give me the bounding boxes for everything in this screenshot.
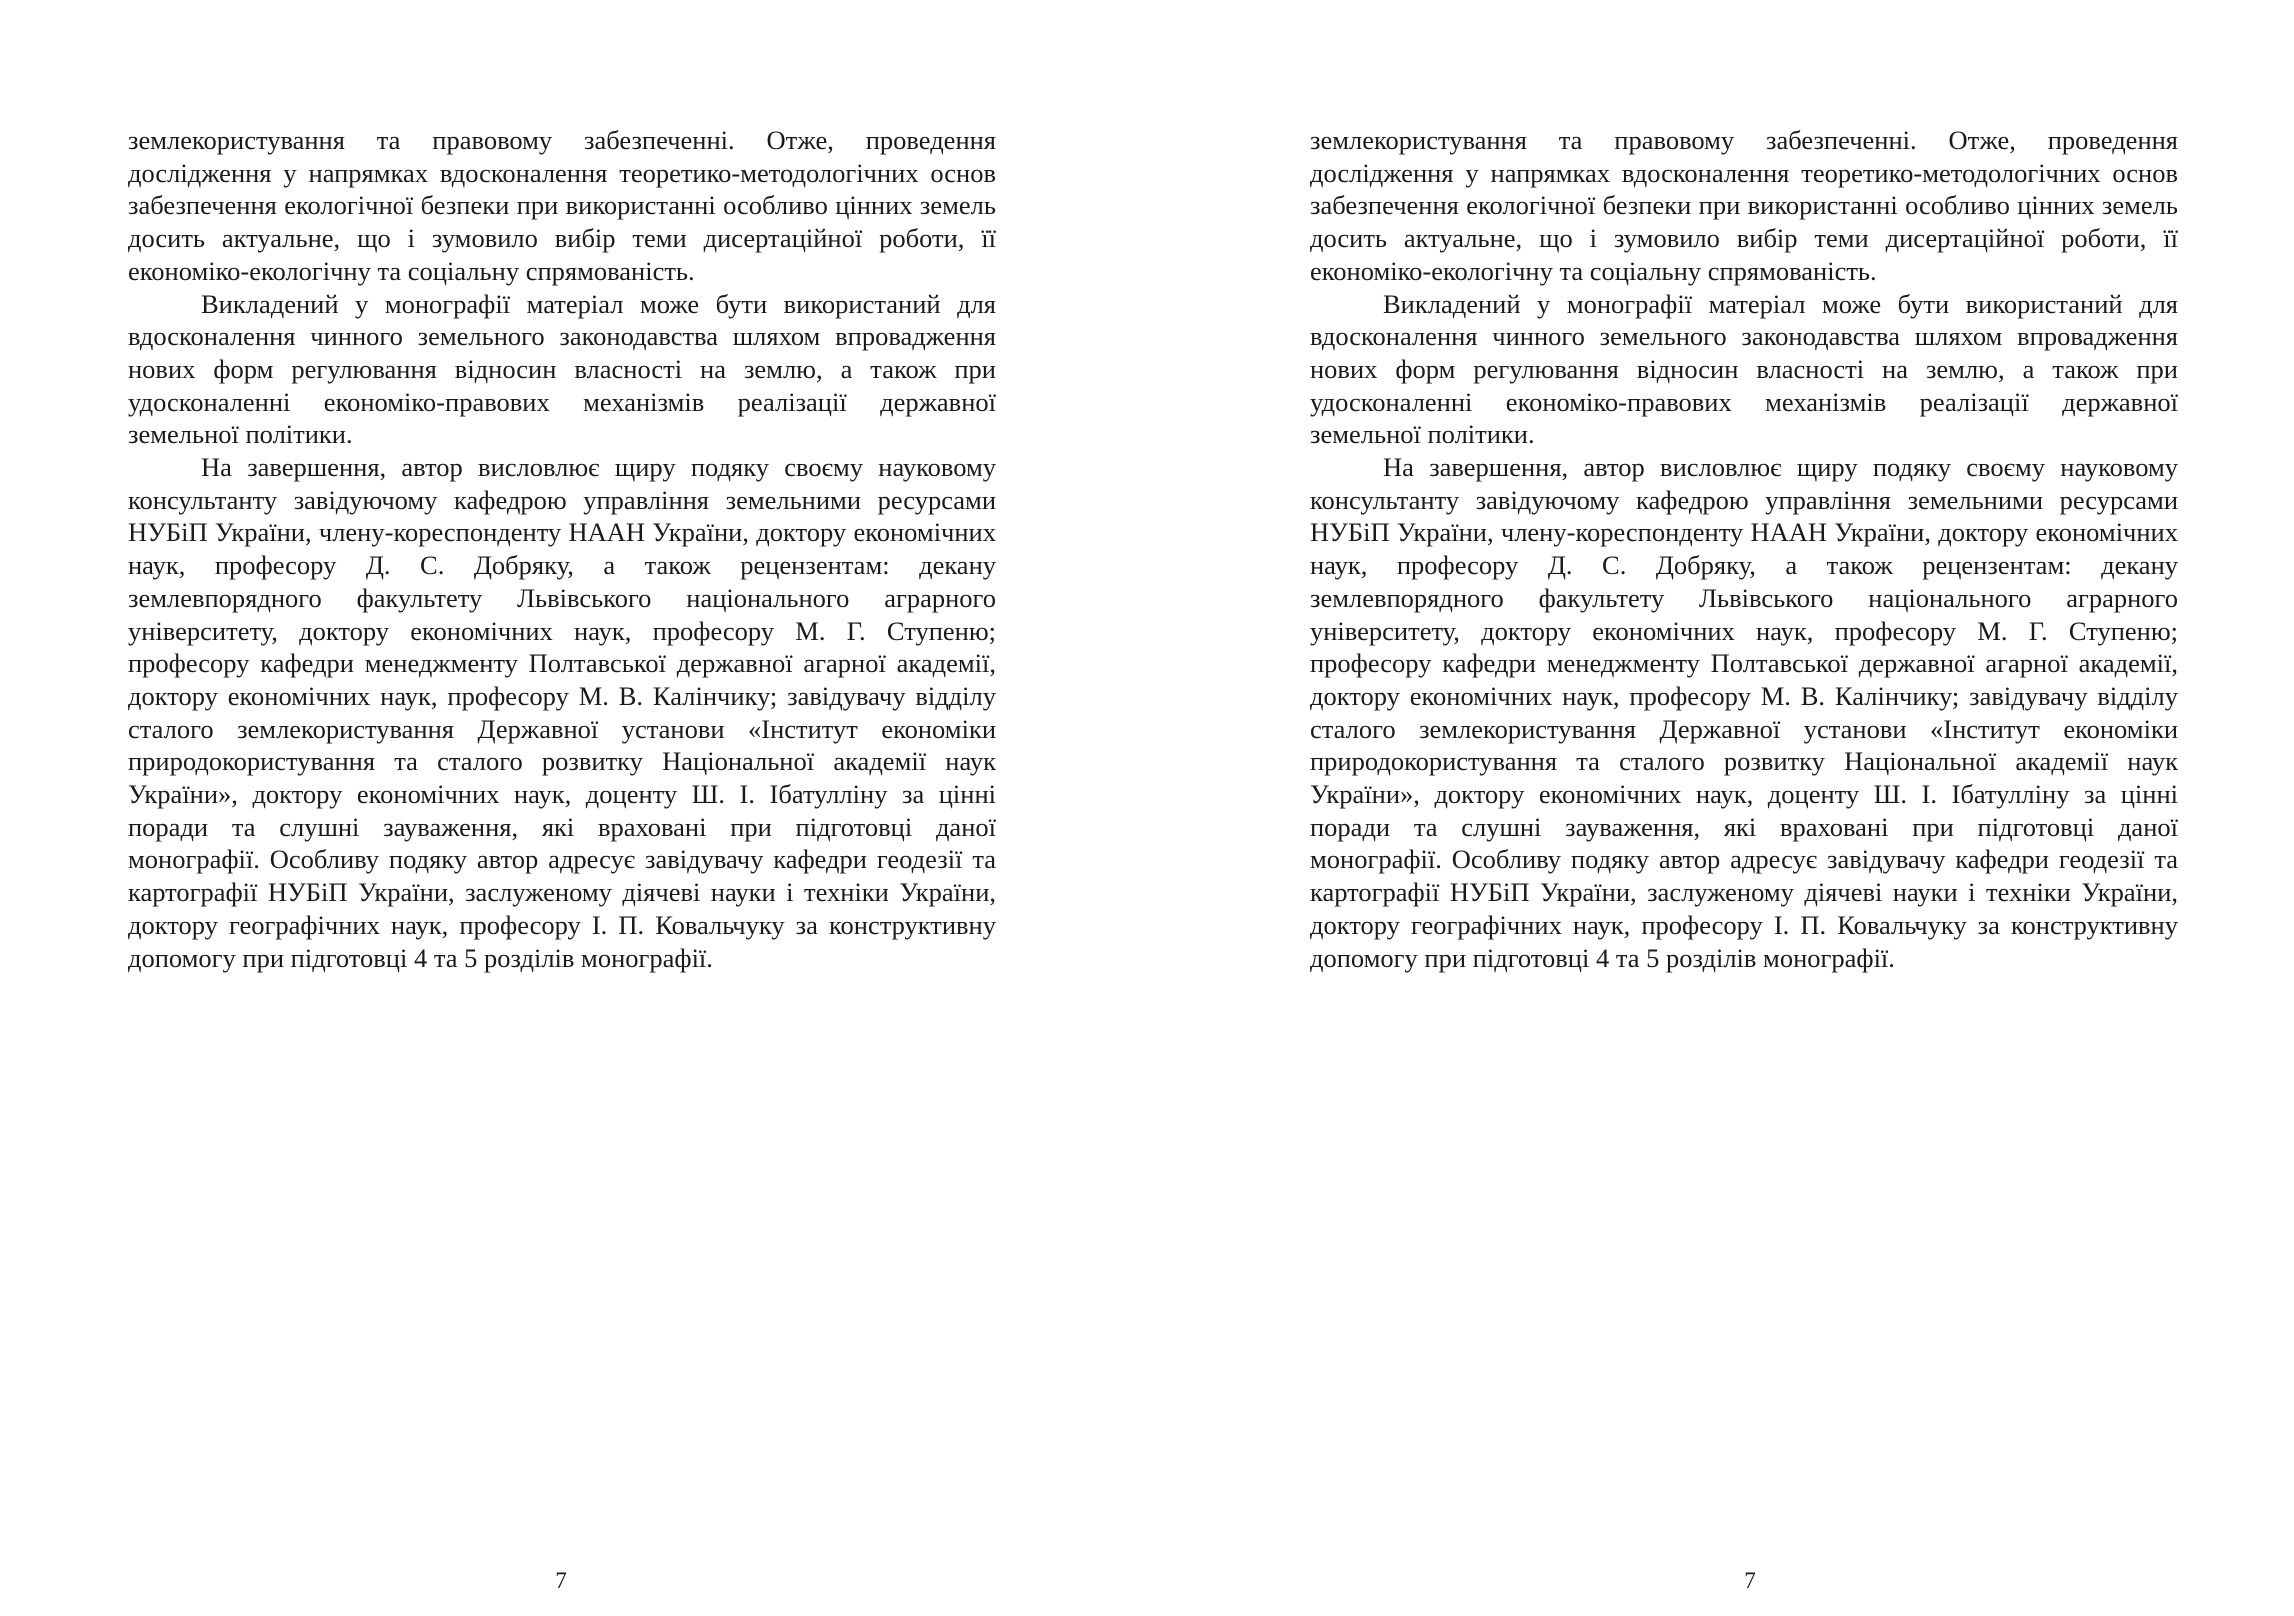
paragraph-acknowledgements: На завершення, автор висловлює щиру подяку своєму науковому консультанту завідуючому кафедрою управління земельними ресурсами НУБіП України, члену-кореспонденту НААН України, доктору економічних наук, професору Д. С. Добряку, а також рецензентам: декану землевпорядного факультету Львівського національного аграрного університету, доктору економічних наук, професору М. Г. Ступеню; професору кафедри менеджменту Полтавської державної агарної академії, доктору економічних наук, професору М. В. Калінчику; завідувачу відділу сталого землекористування Державної установи «Інститут економіки природокористування та сталого розвитку Національної академії наук України», доктору економічних наук, доценту Ш. І. Ібатулліну за цінні поради та слушні зауваження, які враховані при підготовці даної монографії. Особливу подяку автор адресує завідувачу кафедри геодезії та картографії НУБіП України, заслуженому діячеві науки і техніки України, доктору географічних наук, професору І. П. Ковальчуку за конструктивну допомогу при підготовці 4 та 5 розділів монографії.: [128, 452, 996, 973]
right-page-body: [1310, 124, 2178, 974]
right-page: [1147, 0, 2294, 1616]
paragraph-continuation: землекористування та правовому забезпеченні. Отже, проведення дослідження у напрямках вдосконалення теоретико-методологічних основ забезпечення екологічної безпеки при використанні особливо цінних земель досить актуальне, що і зумовило вибір теми дисертаційної роботи, її економіко-екологічну та соціальну спрямованість.: [128, 125, 996, 286]
page-number: 7: [1744, 1568, 1756, 1593]
paragraph-material-usage: Викладений у монографії матеріал може бути використаний для вдосконалення чинного земельного законодавства шляхом впровадження нових форм регулювання відносин власності на землю, а також при удосконаленні економіко-правових механізмів реалізації державної земельної політики.: [1310, 288, 2178, 450]
paragraph-acknowledgements: На завершення, автор висловлює щиру подяку своєму науковому консультанту завідуючому кафедрою управління земельними ресурсами НУБіП України, члену-кореспонденту НААН України, доктору економічних наук, професору Д. С. Добряку, а також рецензентам: декану землевпорядного факультету Львівського національного аграрного університету, доктору економічних наук, професору М. Г. Ступеню; професору кафедри менеджменту Полтавської державної агарної академії, доктору економічних наук, професору М. В. Калінчику; завідувачу відділу сталого землекористування Державної установи «Інститут економіки природокористування та сталого розвитку Національної академії наук України», доктору економічних наук, доценту Ш. І. Ібатулліну за цінні поради та слушні зауваження, які враховані при підготовці даної монографії. Особливу подяку автор адресує завідувачу кафедри геодезії та картографії НУБіП України, заслуженому діячеві науки і техніки України, доктору географічних наук, професору І. П. Ковальчуку за конструктивну допомогу при підготовці 4 та 5 розділів монографії.: [1310, 452, 2178, 973]
paragraph-material-usage: Викладений у монографії матеріал може бути використаний для вдосконалення чинного земельного законодавства шляхом впровадження нових форм регулювання відносин власності на землю, а також при удосконаленні економіко-правових механізмів реалізації державної земельної політики.: [128, 288, 996, 450]
page-number: 7: [555, 1568, 567, 1593]
left-page-body: [128, 124, 996, 974]
paragraph-continuation: землекористування та правовому забезпеченні. Отже, проведення дослідження у напрямках вдосконалення теоретико-методологічних основ забезпечення екологічної безпеки при використанні особливо цінних земель досить актуальне, що і зумовило вибір теми дисертаційної роботи, її економіко-екологічну та соціальну спрямованість.: [1310, 125, 2178, 286]
